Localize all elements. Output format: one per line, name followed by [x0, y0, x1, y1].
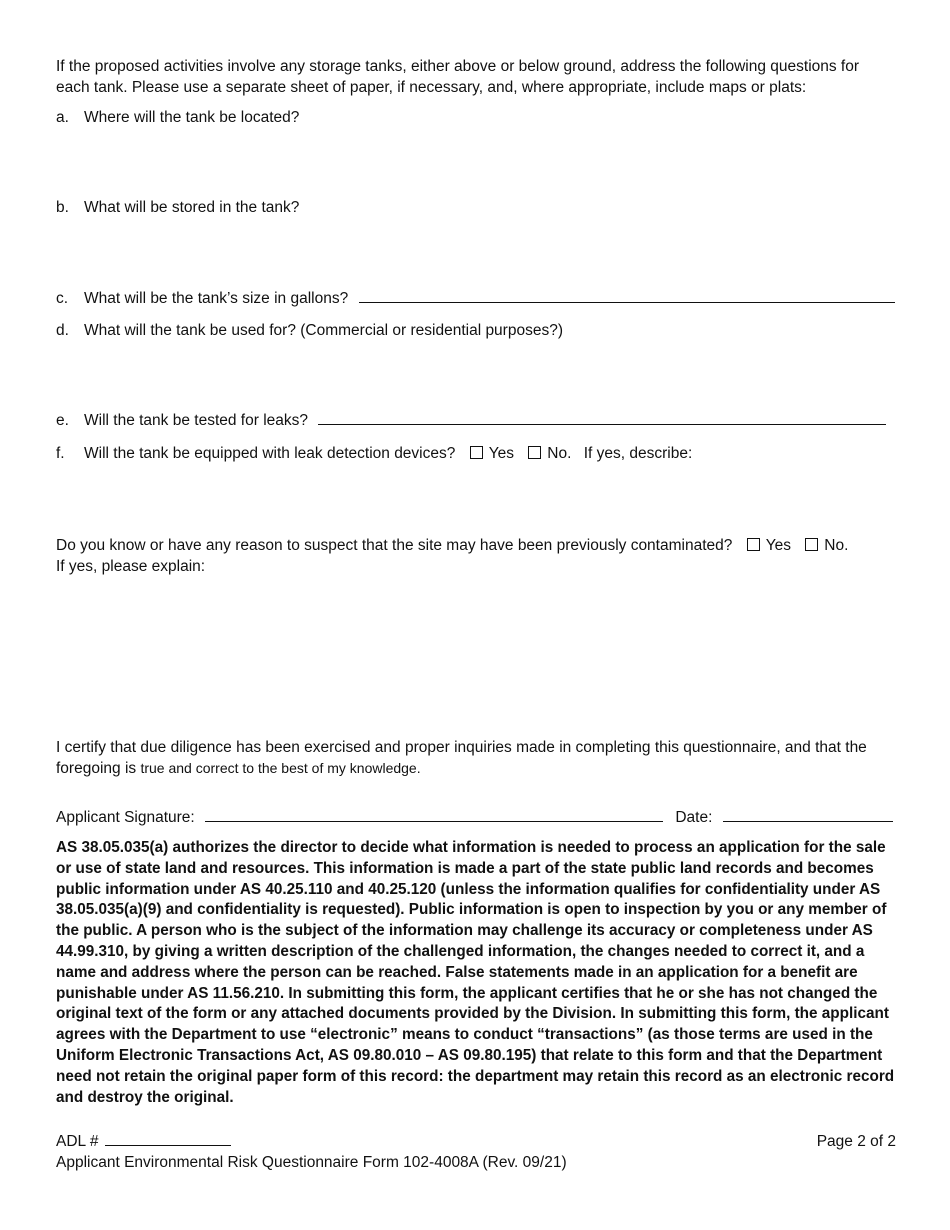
certification-small: true and correct to the best of my knowledge.: [140, 760, 421, 776]
page-number: Page 2 of 2: [816, 1133, 896, 1150]
contamination-followup: If yes, please explain:: [56, 558, 206, 575]
question-f-text: Will the tank be equipped with leak detection devices?: [84, 445, 456, 462]
leak-detection-yes-checkbox[interactable]: [470, 446, 483, 459]
date-label: Date:: [675, 809, 713, 826]
leak-detection-followup: If yes, describe:: [583, 445, 693, 462]
question-a-text: Where will the tank be located?: [84, 109, 300, 126]
tank-size-field[interactable]: [359, 288, 895, 303]
question-c: [56, 288, 896, 309]
question-c-text: What will be the tank’s size in gallons?: [84, 290, 349, 307]
adl-number: [56, 1131, 231, 1152]
question-a: [56, 107, 896, 128]
question-b: [56, 197, 896, 218]
question-f: [56, 443, 896, 464]
leak-test-field[interactable]: [318, 410, 886, 425]
question-a-label: a.: [56, 109, 69, 126]
question-b-text: What will be stored in the tank?: [84, 199, 300, 216]
signature-label: Applicant Signature:: [56, 809, 195, 826]
question-d-label: d.: [56, 322, 69, 339]
form-name: Applicant Environmental Risk Questionnaire Form 102-4008A (Rev. 09/21): [56, 1154, 567, 1171]
contamination-no-checkbox[interactable]: [805, 538, 818, 551]
question-d-text: What will the tank be used for? (Commercial or residential purposes?): [84, 322, 563, 339]
contamination-text: Do you know or have any reason to suspect that the site may have been previously contaminated?: [56, 537, 733, 554]
question-e-text: Will the tank be tested for leaks?: [84, 412, 309, 429]
certification-main: I certify that due diligence has been exercised and proper inquiries made in completing this questionnaire, and that the foregoing is: [56, 739, 867, 777]
leak-detection-yes-label: Yes: [488, 445, 514, 462]
signature-field[interactable]: [205, 807, 663, 822]
signature-row: [56, 807, 896, 828]
adl-field[interactable]: [105, 1131, 231, 1146]
document-page: [56, 0, 896, 1230]
contamination-question: [56, 535, 896, 556]
question-d: [56, 320, 896, 341]
intro-paragraph: If the proposed activities involve any storage tanks, either above or below ground, address the following questions for each tank. Please use a separate sheet of paper, if necessary, and, where appropriate, include maps or plats:: [56, 58, 860, 96]
contamination-yes-label: Yes: [765, 537, 791, 554]
question-e: [56, 410, 896, 431]
question-c-label: c.: [56, 290, 69, 307]
question-b-label: b.: [56, 199, 69, 216]
date-field[interactable]: [723, 807, 893, 822]
contamination-yes-checkbox[interactable]: [747, 538, 760, 551]
question-e-label: e.: [56, 412, 69, 429]
leak-detection-no-checkbox[interactable]: [528, 446, 541, 459]
leak-detection-no-label: No.: [547, 445, 572, 462]
contamination-no-label: No.: [824, 537, 849, 554]
adl-label: ADL #: [56, 1133, 99, 1150]
question-f-label: f.: [56, 445, 65, 462]
legal-notice: AS 38.05.035(a) authorizes the director to decide what information is needed to process an application for the sale or use of state land and resources. This information is made a part of the state public land records and becomes public information under AS 40.25.110 and 40.25.120 (unless the information qualifies for confidentiality under AS 38.05.035(a)(9) and confidentiality is requested). Public information is open to inspection by you or any member of the public. A person who is the subject of the information may challenge its accuracy or completeness under AS 44.99.310, by giving a written description of the challenged information, the changes needed to correct it, and a name and address where the person can be reached. False statements made in an application for a benefit are punishable under AS 11.56.210. In submitting this form, the applicant certifies that he or she has not changed the original text of the form or any attached documents provided by the Division. In submitting this form, the applicant agrees with the Department to use “electronic” means to conduct “transactions” (as those terms are used in the Uniform Electronic Transactions Act, AS 09.80.010 – AS 09.80.195) that relate to this form and that the Department need not retain the original paper form of this record: the department may retain this record as an electronic record and destroy the original.: [56, 839, 895, 1106]
certification-statement: [56, 737, 896, 779]
